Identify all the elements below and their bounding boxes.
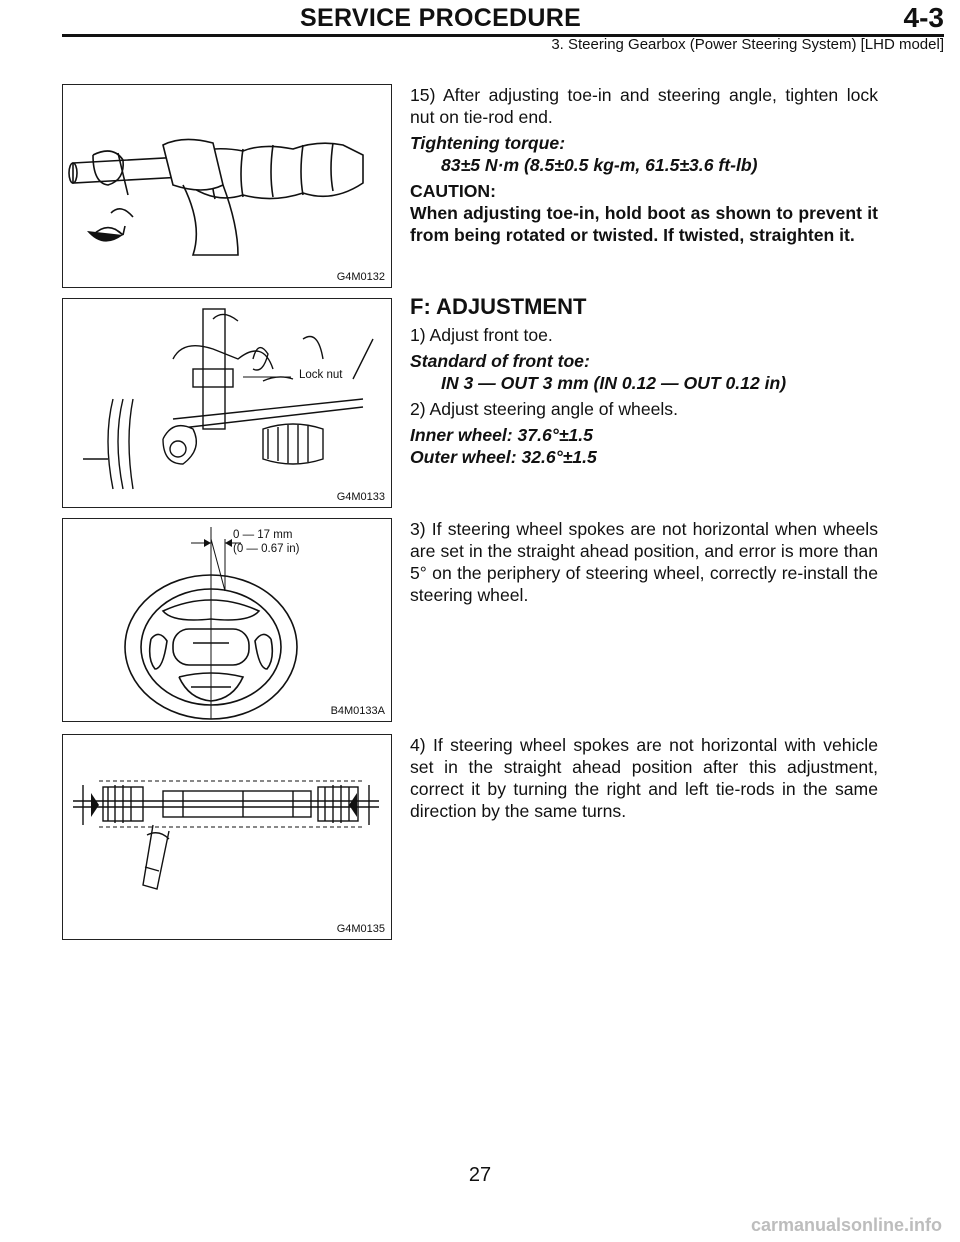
figure-steering-wheel [62,518,392,722]
toe-label: Standard of front toe: [410,351,590,371]
step3-block [410,518,878,610]
step4-block [410,734,878,826]
figure-caption: B4M0133A [330,705,385,717]
page-number: 27 [468,1164,492,1186]
steering-wheel-illustration [63,519,393,723]
section-subtitle: 3. Steering Gearbox (Power Steering System) [LHD model] [551,36,944,53]
adjustment-block [410,296,878,472]
step3-text: 3) If steering wheel spokes are not horizontal when wheels are set in the straight ahead position, and error is more than 5° on the periphery of steering wheel, correctly re-install the steering wheel. [410,519,878,605]
front-suspension-illustration [63,299,393,509]
section-heading: F: ADJUSTMENT [410,294,587,319]
figure-caption: G4M0135 [336,923,385,935]
figure-tie-rod-boot [62,84,392,288]
figure-gearbox [62,734,392,940]
figure-caption: G4M0133 [336,491,385,503]
caution-text: When adjusting toe-in, hold boot as shown to prevent it from being rotated or twisted. If twisted, straighten it. [410,203,878,245]
figure-lock-nut [62,298,392,508]
section-number: 4-3 [903,2,944,33]
step15-block [410,84,878,250]
tie-rod-boot-illustration [63,85,393,289]
outer-wheel-angle: Outer wheel: 32.6°±1.5 [410,447,597,467]
step15-text: 15) After adjusting toe-in and steering angle, tighten lock nut on tie-rod end. [410,85,878,127]
caution-label: CAUTION: [410,181,497,201]
steering-gearbox-illustration [63,735,393,941]
dimension-label-in: (0 — 0.67 in) [233,543,300,555]
toe-value: IN 3 — OUT 3 mm (IN 0.12 — OUT 0.12 in) [441,373,787,393]
step2-text: 2) Adjust steering angle of wheels. [410,399,678,419]
page-title: SERVICE PROCEDURE [300,4,582,32]
figure-caption: G4M0132 [336,271,385,283]
lock-nut-label: Lock nut [299,369,343,381]
torque-label: Tightening torque: [410,133,566,153]
watermark: carmanualsonline.info [750,1215,942,1235]
dimension-label-mm: 0 — 17 mm [233,529,293,541]
step1-text: 1) Adjust front toe. [410,325,553,345]
step4-text: 4) If steering wheel spokes are not horizontal with vehicle set in the straight ahead position after this adjustment, correct it by turning the right and left tie-rods in the same direction by the same turns. [410,735,878,821]
inner-wheel-angle: Inner wheel: 37.6°±1.5 [410,425,593,445]
torque-value: 83±5 N·m (8.5±0.5 kg-m, 61.5±3.6 ft-lb) [441,155,758,175]
